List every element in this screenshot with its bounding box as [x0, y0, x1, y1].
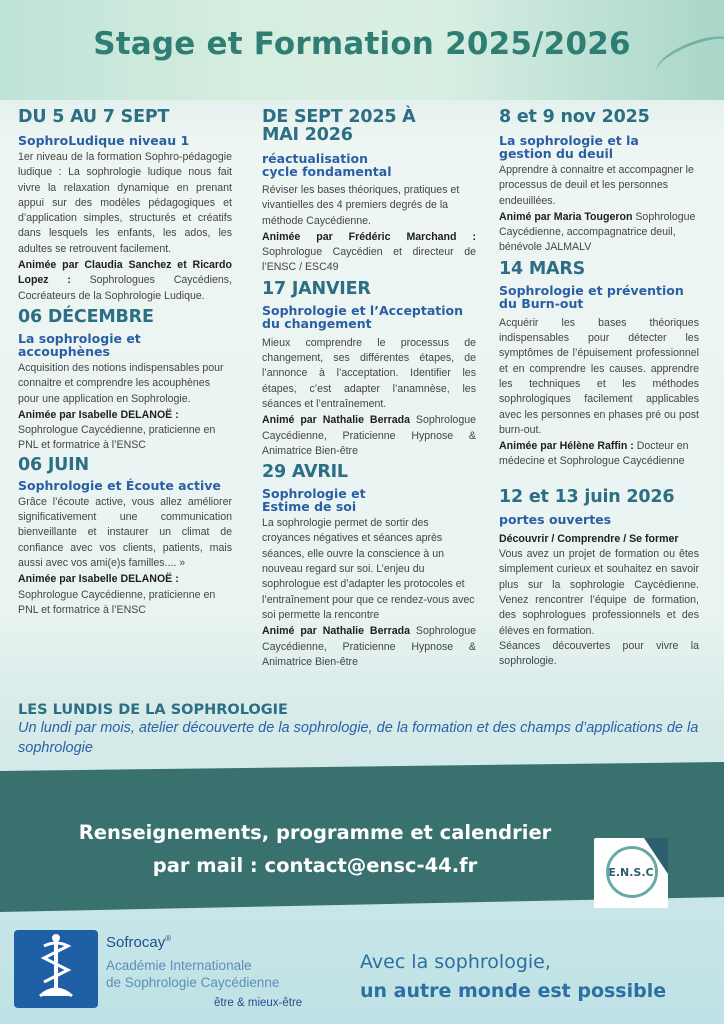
event-subtitle: Sophrologie et Écoute active: [18, 477, 221, 493]
ensc-logo-text: E.N.S.C: [608, 866, 654, 879]
column-3: [499, 108, 699, 675]
event-description: Vous avez un projet de formation ou êtes simplement curieux et souhaitez en savoir plus sur la sophrologie Caycédienne. Venez rencontrer l’équipe de formation, des sophrologues professionnels et des élèves en formation.: [499, 548, 699, 637]
event-description: Apprendre à connaitre et accompagner le processus de deuil et les personnes endeuillées.: [499, 164, 694, 207]
animator-name: Animée par Isabelle DELANOË :: [18, 408, 179, 421]
event-date: 8 et 9 nov 2025: [499, 107, 650, 127]
caduceus-icon: [14, 930, 98, 1008]
sofrocay-logo: [14, 930, 98, 1008]
animator-role: Sophrologue Caycédien et directeur de l’ENSC / ESC49: [262, 246, 476, 274]
event-subtitle: Sophrologie et prévention du Burn-out: [499, 282, 684, 311]
sofrocay-line-1: Académie Internationale: [106, 958, 252, 973]
animator-name: Animée par Claudia Sanchez et Ricardo Lopez :: [18, 259, 232, 287]
event-subtitle: Sophrologie et Estime de soi: [262, 486, 366, 515]
registered-mark: ®: [165, 934, 172, 943]
event-description: Réviser les bases théoriques, pratiques et vivantielles des 4 premiers degrés de la méthode Caycédienne.: [262, 184, 460, 227]
event-date: 17 JANVIER: [262, 278, 371, 299]
animator-name: Animé par Nathalie Berrada: [262, 414, 410, 427]
event-subtitle: La sophrologie et la gestion du deuil: [499, 133, 639, 161]
contact-line-1: Renseignements, programme et calendrier: [78, 821, 552, 844]
event-date: 12 et 13 juin 2026: [499, 486, 675, 507]
event-description: Grâce l’écoute active, vous allez améliorer significativement une communication bienveillante et instaurer un climat de confiance avec vos clients, patients, mais aussi avec vos ami(e)s familles.... »: [18, 495, 232, 569]
event-animator: [499, 439, 699, 470]
event-date: 06 DÉCEMBRE: [18, 306, 154, 327]
event-date: 14 MARS: [499, 258, 586, 279]
event-date: 06 JUIN: [18, 454, 89, 475]
event-description-extra: Séances découvertes pour vivre la sophrologie.: [499, 639, 699, 668]
ensc-logo: [594, 838, 668, 908]
animator-role: Sophrologue Caycédienne, praticienne en PNL et formatrice à l’ENSC: [18, 424, 216, 452]
event-ecoute-active: [18, 456, 232, 618]
slogan-line-1: Avec la sophrologie,: [360, 951, 551, 973]
event-description: La sophrologie permet de sortir des croyances négatives et séances après séances, elle ouvre la conscience à un nouveau regard sur soi. L’enjeu du sophrologue est d’adapter les protocoles et l’entraînement pour que ce rendez-vous avec soi permette la rencontre: [262, 517, 475, 621]
event-description: Mieux comprendre le processus de changement, ses différentes étapes, de l’annonce à l’acceptation. Identifier les étapes, c’est adapter l’anamnèse, les séances et l’entraînement.: [262, 336, 476, 410]
event-estime-de-soi: [262, 463, 476, 670]
event-subtitle: SophroLudique niveau 1: [18, 133, 190, 148]
event-description: Acquisition des notions indispensables pour connaitre et comprendre les acouphènes pour une application en Sophrologie.: [18, 361, 224, 405]
event-animator: [18, 258, 232, 304]
animator-name: Animée par Frédéric Marchand :: [262, 230, 476, 243]
animator-role: Sophrologue Caycédienne, praticienne en PNL et formatrice à l’ENSC: [18, 588, 216, 616]
event-animator: [499, 210, 699, 256]
column-2: [262, 108, 476, 676]
page-title: Stage et Formation 2025/2026: [93, 26, 631, 62]
lundis-description: Un lundi par mois, atelier découverte de la sophrologie, de la formation et des champs d’applications de la sophrologie: [18, 720, 699, 756]
contact-email-line[interactable]: par mail : contact@ensc-44.fr: [152, 854, 478, 877]
event-description: Acquérir les bases théoriques indispensables pour détecter les symptômes de l’épuisement professionnel et en comprendre les causes. apprendre les techniques et les méthodes sophrologiques facilement applicables avec les personnes en phases pré ou post burn-out.: [499, 316, 699, 436]
animator-name: Animé par Maria Tougeron: [499, 210, 633, 223]
event-gestion-deuil: [499, 108, 699, 256]
event-date: DE SEPT 2025 À MAI 2026: [262, 107, 416, 145]
column-1: [18, 108, 232, 624]
event-subtitle: réactualisation cycle fondamental: [262, 151, 392, 179]
animator-role: Sophrologue Caycédienne, accompagnatrice deuil, bénévole JALMALV: [499, 210, 696, 254]
lundis-title: LES LUNDIS DE LA SOPHROLOGIE: [18, 702, 288, 718]
event-animator: [262, 230, 476, 276]
contact-info: [30, 816, 600, 882]
event-animator: [18, 408, 232, 454]
animator-name: Animé par Nathalie Berrada: [262, 625, 410, 638]
event-animator: [18, 572, 232, 618]
animator-name: Animée par Isabelle DELANOË :: [18, 573, 179, 586]
event-subtitle: portes ouvertes: [499, 511, 612, 527]
animator-name: Animée par Hélène Raffin :: [499, 440, 634, 453]
event-tagline: Découvrir / Comprendre / Se former: [499, 532, 679, 545]
event-date: 29 AVRIL: [262, 462, 348, 483]
animator-role: Sophrologue Caycédienne, Praticienne Hypnose & Animatrice Bien-être: [262, 625, 476, 668]
animator-role: Sophrologue Caycédienne, Praticienne Hypnose & Animatrice Bien-être: [262, 414, 476, 457]
event-burn-out: [499, 260, 699, 470]
event-subtitle: Sophrologie et l’Acceptation du changement: [262, 302, 464, 331]
sofrocay-name: [106, 934, 171, 951]
sofrocay-line-2: de Sophrologie Caycédienne: [106, 975, 280, 990]
event-date: DU 5 AU 7 SEPT: [18, 107, 170, 127]
animator-role: Sophrologues Caycédiens, Cocréateurs de la Sophrologie Ludique.: [18, 274, 233, 302]
slogan-line-2: un autre monde est possible: [360, 980, 667, 1002]
event-animator: [262, 413, 476, 459]
event-accouphenes: [18, 308, 232, 454]
event-description: 1er niveau de la formation Sophro-pédagogie ludique : La sophrologie ludique nous fait vivre la relaxation dynamique en prenant appui sur des modèles pédagogiques et d’application simples, structurés et créatifs dans lesquels les enfants, les ados, les adultes se retrouvent facilement.: [18, 151, 232, 255]
event-cycle-fondamental: [262, 108, 476, 276]
event-acceptation-changement: [262, 280, 476, 459]
sofrocay-name-text: Sofrocay: [106, 934, 166, 951]
sofrocay-tagline: être & mieux-être: [214, 997, 303, 1009]
event-sophroludique: [18, 108, 232, 304]
event-portes-ouvertes: [499, 488, 699, 670]
event-animator: [262, 624, 476, 670]
animator-role: Docteur en médecine et Sophrologue Caycédienne: [499, 440, 689, 468]
event-subtitle: La sophrologie et accouphènes: [18, 330, 141, 359]
lundis-section: [18, 702, 708, 758]
